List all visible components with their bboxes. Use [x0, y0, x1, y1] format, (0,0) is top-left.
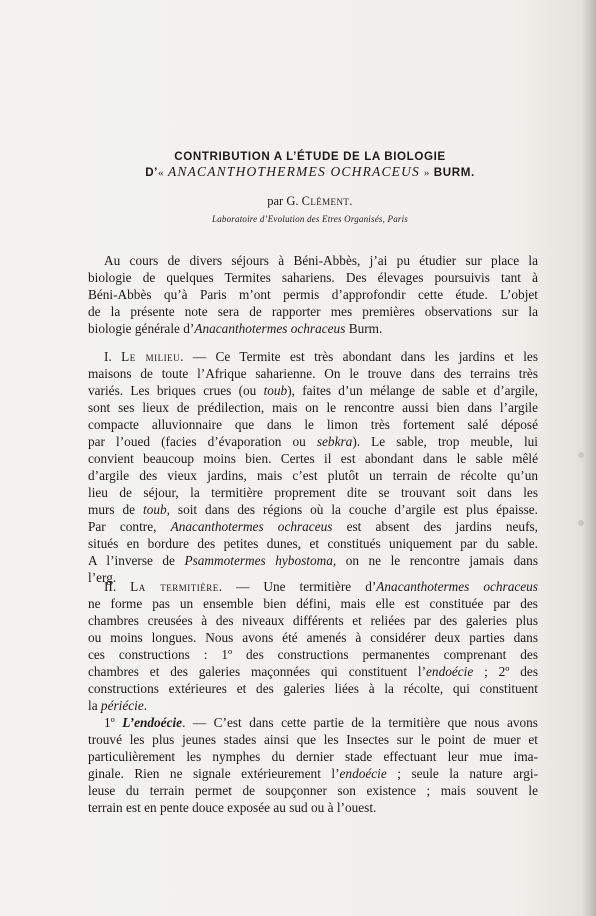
text-line [88, 765, 538, 782]
text-line [88, 484, 538, 501]
author-line [60, 194, 560, 209]
text-run: Burm. [345, 321, 383, 336]
text-line [88, 595, 538, 612]
text-run: est absent des jardins neufs, [332, 519, 538, 534]
text-run: II. [104, 579, 131, 594]
text-run: Anacanthotermes ochraceus [170, 519, 333, 534]
text-line [88, 535, 538, 552]
text-line [88, 518, 538, 535]
text-run: d’argile des vieux jardins, mais c’est plutôt un terrain de récolte qu’un [88, 468, 538, 483]
title-line-2 [60, 164, 560, 180]
text-line [88, 286, 538, 303]
text-run: de la présente note sera de rapporter mes premières observations sur la [88, 304, 538, 319]
text-run: Par contre, [88, 519, 171, 534]
text-run: terrain est en pente douce exposée au sud ou à l’ouest. [88, 800, 377, 815]
text-run: ces constructions : 1º des constructions permanentes comprenant des [88, 647, 538, 662]
text-line [88, 799, 538, 816]
text-run: Béni-Abbès qu’à Paris m’ont permis d’approfondir cette étude. L’objet [88, 287, 538, 302]
title-suffix: BURM. [433, 166, 475, 179]
text-line [104, 348, 538, 365]
text-run: par l’oued (facies d’évaporation ou [88, 434, 317, 449]
text-run: chambres creusées à des niveaux différents et reliées par des galeries plus [88, 613, 538, 628]
text-run: compacte alluvionnaire que dans le limon très fortement salé déposé [88, 417, 538, 432]
text-run: murs de [88, 502, 144, 517]
text-run: périécie [100, 698, 144, 713]
binding-hole [578, 520, 584, 526]
author-name: Clément. [301, 194, 353, 208]
text-line [88, 629, 538, 646]
text-run: constructions extérieures et des galeries liées à la récolte, qui constituent [88, 681, 538, 696]
text-line [104, 252, 538, 269]
text-line [88, 433, 538, 450]
text-line [88, 399, 538, 416]
text-line [88, 680, 538, 697]
text-run: toub [263, 383, 288, 398]
text-run: biologie générale d’ [88, 321, 195, 336]
text-run: Anacanthotermes ochraceus [376, 579, 538, 594]
text-run: l’erg. [88, 570, 117, 585]
text-run: , soit dans des régions où la couche d’argile est plus épaisse. [166, 502, 538, 517]
text-line [88, 450, 538, 467]
text-run: ), faites d’un mélange de sable et d’argile, [287, 383, 538, 398]
text-run: ginale. Rien ne signale extérieurement l’ [88, 766, 340, 781]
text-line [88, 416, 538, 433]
text-line [88, 731, 538, 748]
text-run: . — C’est dans cette partie de la termitière que nous avons [182, 715, 538, 730]
text-run: Le milieu [121, 349, 181, 364]
text-line [88, 646, 538, 663]
text-line [88, 467, 538, 484]
affiliation: Laboratoire d’Evolution des Etres Organisés, Paris [212, 214, 408, 224]
title-line-1: CONTRIBUTION A L’ÉTUDE DE LA BIOLOGIE [174, 150, 446, 163]
text-line [88, 501, 538, 518]
text-run: Psammotermes hybostoma [184, 553, 333, 568]
text-run: biologie de quelques Termites sahariens. Des élevages poursuivis tant à [88, 270, 538, 285]
text-run: , on ne le rencontre jamais dans [332, 553, 538, 568]
text-run: sebkra [316, 434, 353, 449]
binding-hole [578, 452, 584, 458]
text-run: convient beaucoup moins bien. Certes il est abondant dans le sable mêlé [88, 451, 538, 466]
text-run: L’endoécie [122, 715, 183, 730]
text-run: variés. Les briques crues (ou [88, 383, 264, 398]
text-run: endoécie [339, 766, 387, 781]
text-line [88, 663, 538, 680]
text-run: chambres et des galeries maçonnées qui constituent l’ [88, 664, 427, 679]
author-prefix: par G. [267, 194, 299, 208]
text-line [88, 697, 538, 714]
text-line [104, 578, 538, 595]
text-run: ou moins longues. Nous avons été amenés à considérer deux parties dans [88, 630, 538, 645]
text-line [88, 365, 538, 382]
text-run: situés en bordure des petites dunes, et constitués uniquement par du sable. [88, 536, 538, 551]
text-run: toub [143, 502, 167, 517]
quote-open: « [158, 167, 165, 179]
text-run: sont ses lieux de prédilection, mais on le rencontre aussi bien dans l’argile [88, 400, 538, 415]
text-line [88, 303, 538, 320]
text-run: lieu de séjour, la termitière proprement dite se trouvant soit dans les [88, 485, 538, 500]
text-line [88, 382, 538, 399]
text-run: . — Ce Termite est très abondant dans les jardins et les [180, 349, 539, 364]
text-line [88, 320, 538, 337]
text-run: ). Le sable, trop meuble, lui [352, 434, 538, 449]
text-run: ne forme pas un ensemble bien défini, mais elle est constituée par des [88, 596, 538, 611]
text-run: A l’inverse de [88, 553, 185, 568]
text-run: . [143, 698, 148, 713]
text-run: ; 2º des [473, 664, 538, 679]
text-run: . — Une termitière d’ [218, 579, 377, 594]
text-line [88, 552, 538, 569]
text-run: leuse du terrain permet de soupçonner son existence ; mais souvent le [88, 783, 538, 798]
text-run: trouvé les plus jeunes stades ainsi que les Insectes sur le point de muer et [88, 732, 538, 747]
species-name: ANACANTHOTHERMES OCHRACEUS [167, 164, 421, 179]
text-line [88, 748, 538, 765]
text-line [88, 269, 538, 286]
page-edge-shadow [582, 0, 596, 916]
title-prefix: D’ [145, 166, 158, 179]
text-run: la [88, 698, 101, 713]
text-run: ; seule la nature argi- [386, 766, 538, 781]
text-run: I. [104, 349, 122, 364]
text-run: Anacanthotermes ochraceus [194, 321, 346, 336]
text-line [104, 714, 538, 731]
text-run: Au cours de divers séjours à Béni-Abbès, j’ai pu étudier sur place la [104, 253, 538, 268]
text-line [88, 612, 538, 629]
text-run: endoécie [426, 664, 474, 679]
text-run: La termitière [130, 579, 219, 594]
quote-close: » [423, 167, 430, 179]
text-line [88, 782, 538, 799]
text-run: particulièrement les nymphes du dernier stade effectuant leur mue ima- [88, 749, 538, 764]
text-run: maisons de toute l’Afrique saharienne. On le trouve dans des terrains très [88, 366, 538, 381]
text-run: 1º [104, 715, 123, 730]
